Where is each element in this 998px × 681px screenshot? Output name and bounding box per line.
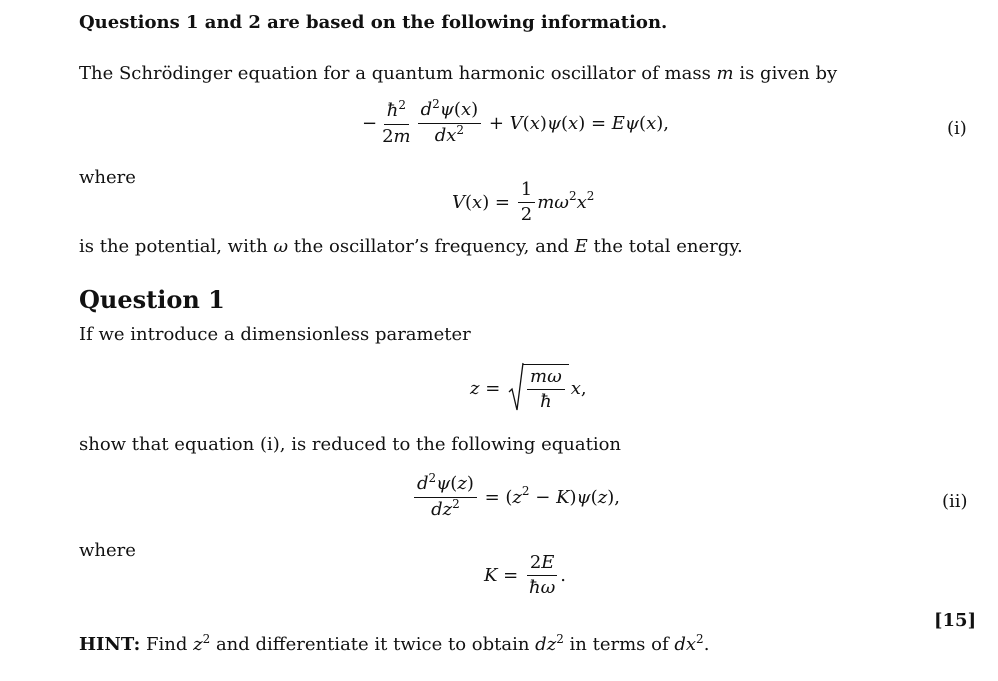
hint-text: HINT: Find $z^2$ and differentiate it twice to obtain $dz^2$ in terms of $dx^2$.: [79, 632, 710, 655]
intro-text: The Schrödinger equation for a quantum harmonic oscillator of mass: [79, 63, 717, 84]
omega-var: ω: [273, 236, 289, 257]
question-intro: If we introduce a dimensionless parameter: [79, 324, 471, 345]
hint-a: Find: [140, 634, 194, 655]
where-text: where: [79, 167, 136, 188]
potential-description: [79, 236, 743, 257]
z-definition: z = $\frac{m\omega}{ħ}$ x ,: [470, 362, 587, 414]
text-a: is the potential, with: [79, 236, 274, 257]
hint-c: in terms of: [563, 634, 675, 655]
text-c: the total energy.: [587, 236, 743, 257]
where-text-2: where: [79, 540, 136, 561]
text-b: the oscillator’s frequency, and: [288, 236, 575, 257]
intro-text-end: is given by: [733, 63, 838, 84]
section-heading: Questions 1 and 2 are based on the following information.: [79, 12, 668, 33]
question-title: Question 1: [79, 285, 225, 314]
k-definition: K = $\frac{2E}{ħ\omega}$ .: [484, 552, 566, 598]
show-text: show that equation (i), is reduced to the following equation: [79, 434, 622, 455]
schrodinger-equation: − $\frac{ħ^2}{2m}$ $\frac{d^2\psi(x)}{dx^2}$ + V ( x ) ψ ( x ) = Eψ ( x ),: [362, 97, 669, 147]
sqrt-symbol: $\frac{m\omega}{ħ}$: [508, 362, 569, 414]
potential-equation: V ( x ) = $\frac{1}{2}$ mω $^2$ x $^2$: [452, 179, 595, 225]
energy-var: E: [574, 236, 588, 257]
marks-badge: [15]: [934, 610, 977, 631]
equation-label-i: (i): [947, 118, 967, 139]
reduced-equation: $\frac{d^2\psi(z)}{dz^2}$ = ( z $^2$ − K ) ψ ( z ),: [412, 474, 620, 521]
hint-b: and differentiate it twice to obtain: [210, 634, 536, 655]
equation-label-ii: (ii): [942, 491, 968, 512]
hint-d: .: [703, 634, 710, 655]
mass-var: m: [716, 63, 734, 84]
hint-label: HINT:: [79, 634, 141, 655]
intro-paragraph: [79, 63, 837, 84]
